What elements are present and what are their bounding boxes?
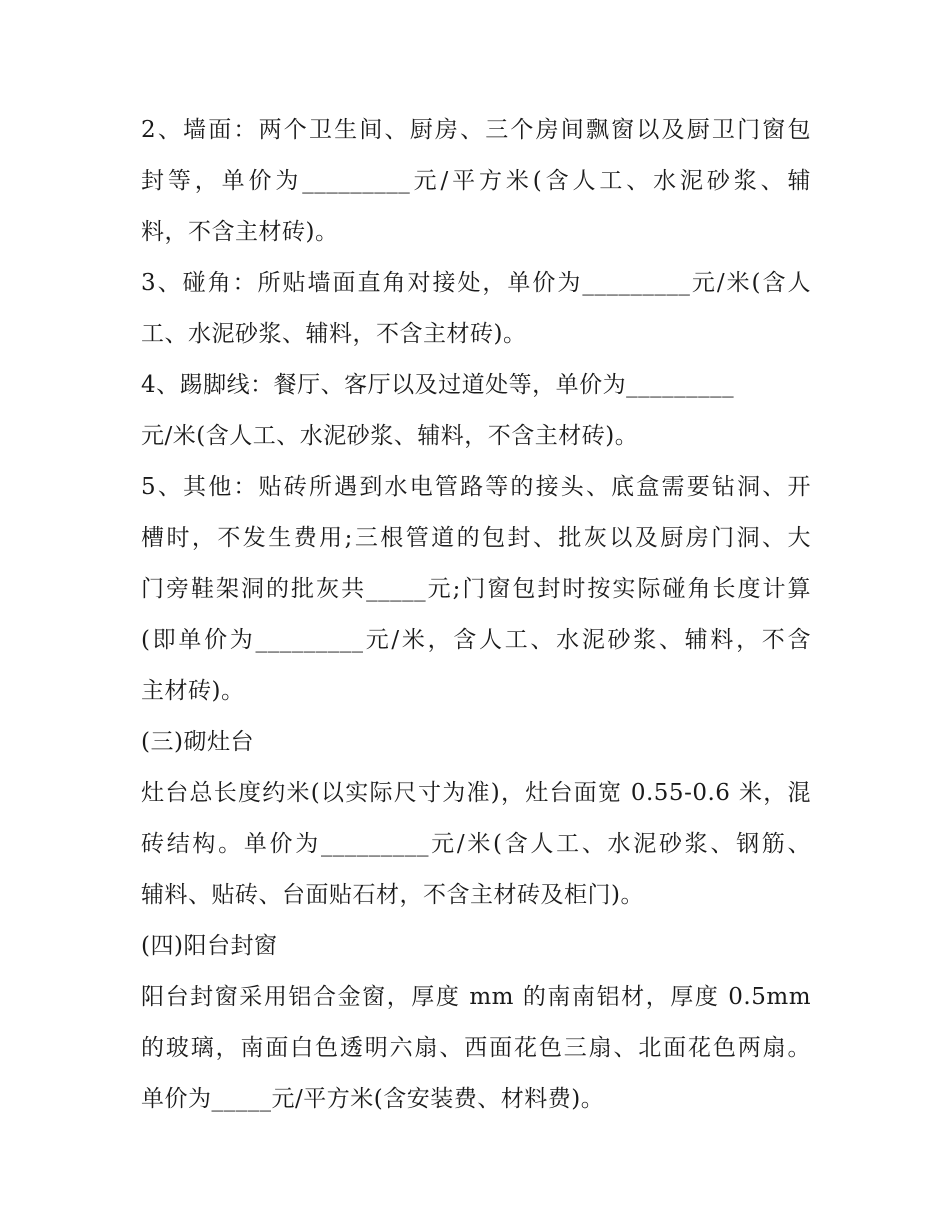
text-line: 封等，单价为_________元/平方米(含人工、水泥砂浆、辅: [141, 168, 811, 194]
text-line: 阳台封窗采用铝合金窗，厚度 mm 的南南铝材，厚度 0.5mm: [141, 984, 811, 1010]
text-line: 主材砖)。: [141, 678, 245, 704]
text-line: 4、踢脚线：餐厅、客厅以及过道处等，单价为_________: [141, 372, 735, 398]
text-line: 砖结构。单价为_________元/米(含人工、水泥砂浆、钢筋、: [141, 831, 811, 857]
text-line: 2、墙面：两个卫生间、厨房、三个房间飘窗以及厨卫门窗包: [141, 117, 811, 143]
text-line: 槽时，不发生费用;三根管道的包封、批灰以及厨房门洞、大: [141, 525, 811, 551]
text-line: 元/米(含人工、水泥砂浆、辅料，不含主材砖)。: [141, 423, 639, 449]
text-line: 单价为_____元/平方米(含安装费、材料费)。: [141, 1086, 605, 1112]
text-line: 门旁鞋架洞的批灰共_____元;门窗包封时按实际碰角长度计算: [141, 576, 811, 602]
section-heading: (三)砌灶台: [141, 729, 254, 755]
text-line: 3、碰角：所贴墙面直角对接处，单价为_________元/米(含人: [141, 270, 811, 296]
text-line: 的玻璃，南面白色透明六扇、西面花色三扇、北面花色两扇。: [141, 1035, 811, 1061]
section-heading: (四)阳台封窗: [141, 933, 278, 959]
text-line: 5、其他：贴砖所遇到水电管路等的接头、底盒需要钻洞、开: [141, 474, 811, 500]
text-line: 工、水泥砂浆、辅料，不含主材砖)。: [141, 321, 527, 347]
text-line: 灶台总长度约米(以实际尺寸为准)，灶台面宽 0.55-0.6 米，混: [141, 780, 811, 806]
text-line: 辅料、贴砖、台面贴石材，不含主材砖及柜门)。: [141, 882, 644, 908]
text-line: (即单价为_________元/米，含人工、水泥砂浆、辅料，不含: [141, 627, 811, 653]
document-body: [141, 108, 811, 1128]
text-line: 料，不含主材砖)。: [141, 219, 339, 245]
